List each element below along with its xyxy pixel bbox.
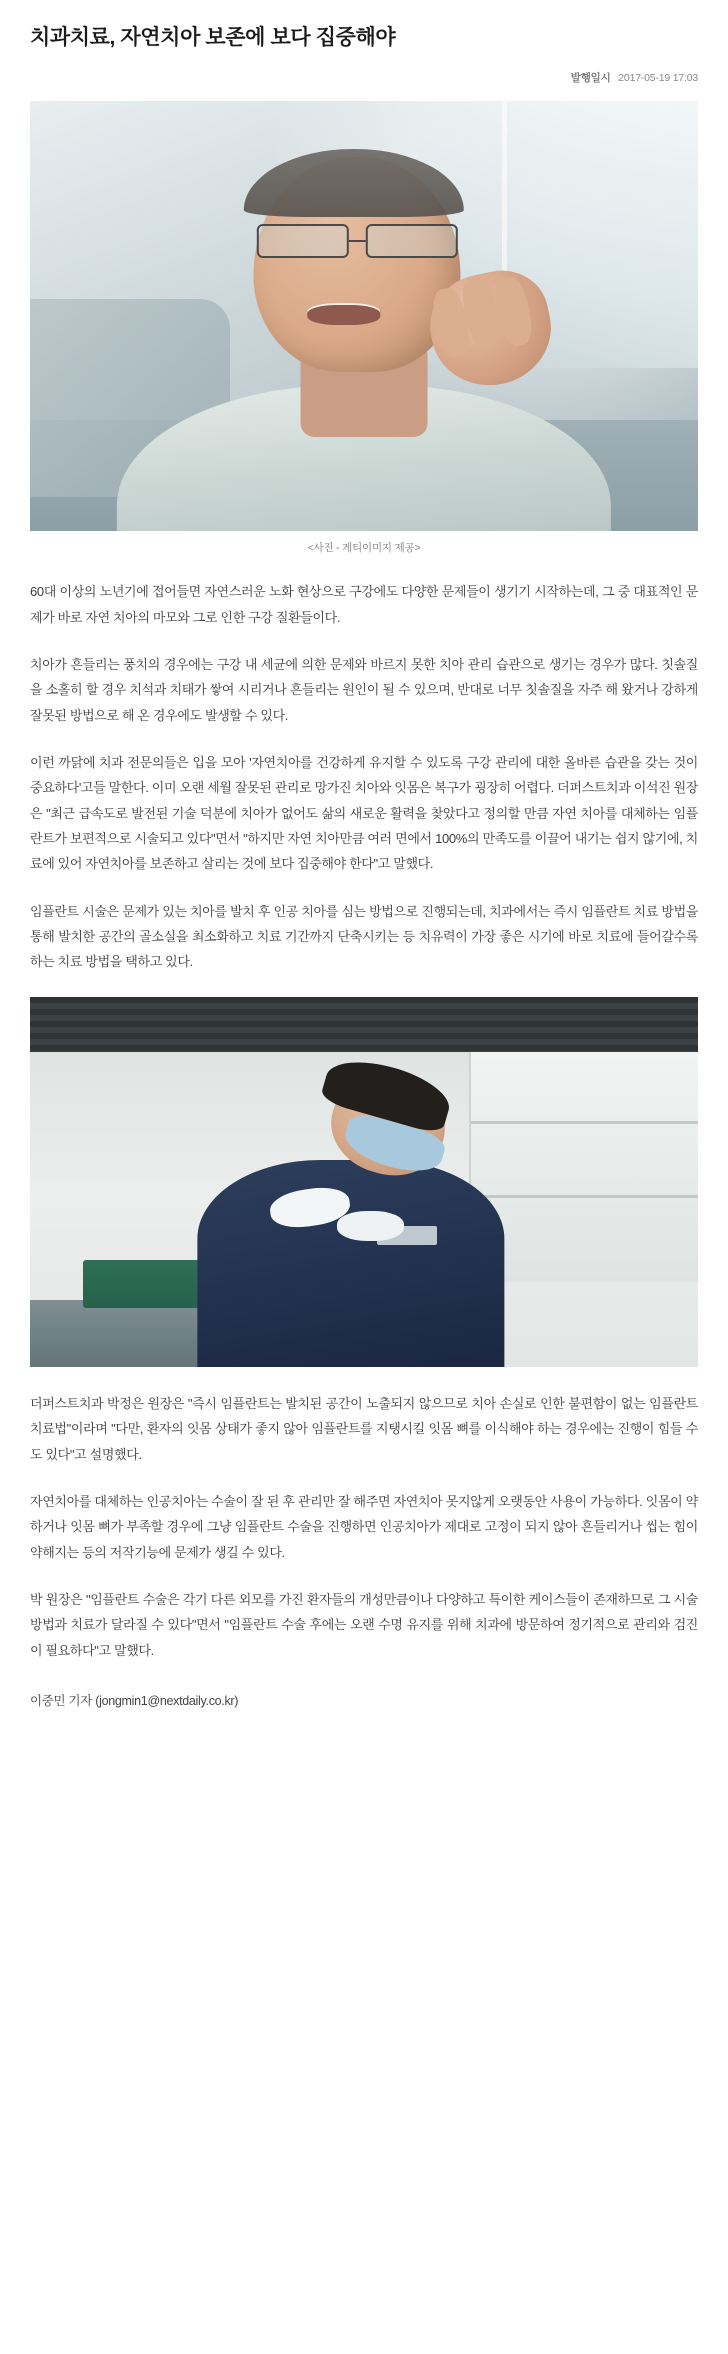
figure-2 — [30, 997, 698, 1367]
figure-1 — [30, 101, 698, 555]
reporter-name: 이중민 기자 — [30, 1693, 93, 1708]
photo1-glasses — [257, 226, 457, 256]
page-title: 치과치료, 자연치아 보존에 보다 집중해야 — [30, 26, 396, 49]
reporter-email[interactable]: (jongmin1@nextdaily.co.kr) — [95, 1693, 239, 1708]
publish-date-value: 2017-05-19 17:03 — [618, 72, 698, 85]
article-body-part-1 — [30, 579, 698, 974]
paragraph: 임플란트 시술은 문제가 있는 치아를 발치 후 인공 치아를 심는 방법으로 진행되는데, 치과에서는 즉시 임플란트 치료 방법을 통해 발치한 공간의 골소실을 최소화하고 치료 기간까지 단축시키는 등 치유력이 가장 좋은 시기에 바로 치료에 들어갈수록 하는 치료 방법을 택하고 있다. — [30, 903, 698, 970]
paragraph: 치아가 흔들리는 풍치의 경우에는 구강 내 세균에 의한 문제와 바르지 못한 치아 관리 습관으로 생기는 경우가 많다. 칫솔질을 소홀히 할 경우 치석과 치태가 쌓여 시리거나 흔들리는 원인이 될 수 있으며, 반대로 너무 칫솔질을 자주 해 왔거나 강하게 잘못된 방법으로 해 온 경우에도 발생할 수 있다. — [30, 657, 698, 723]
man-holding-jaw-photo — [30, 101, 698, 531]
photo2-dentist-body — [197, 1160, 504, 1367]
publish-meta — [30, 70, 698, 85]
paragraph: 60대 이상의 노년기에 접어들면 자연스러운 노화 현상으로 구강에도 다양한 문제들이 생기기 시작하는데, 그 중 대표적인 문제가 바로 자연 치아의 마모와 그로 인한 구강 질환들이다. — [30, 584, 698, 625]
paragraph: 자연치아를 대체하는 인공치아는 수술이 잘 된 후 관리만 잘 해주면 자연치아 못지않게 오랫동안 사용이 가능하다. 잇몸이 약하거나 잇몸 뼈가 부족할 경우에 그냥 임플란트 수술을 진행하면 인공치아가 제대로 고정이 되지 않아 흔들리거나 씹는 힘이 약해지는 등의 저작기능에 문제가 생길 수 있다. — [30, 1493, 698, 1560]
photo2-ceiling-blinds — [30, 997, 698, 1053]
photo1-glasses-right-lens — [365, 224, 457, 258]
photo2-cabinet-shelf — [471, 1121, 698, 1124]
figure-1-caption: <사진 - 게티이미지 제공> — [307, 542, 421, 555]
photo1-mouth — [307, 303, 380, 325]
photo2-glove-right — [337, 1211, 404, 1241]
paragraph: 이런 까닭에 치과 전문의들은 입을 모아 '자연치아를 건강하게 유지할 수 있도록 구강 관리에 대한 올바른 습관을 갖는 것이 중요하다'고들 말한다. 이미 오랜 세월 잘못된 관리로 망가진 치아와 잇몸은 복구가 굉장히 어렵다. 더퍼스트치과 이석진 원장은 "최근 급속도로 발전된 기술 덕분에 치아가 없어도 삶의 새로운 활력을 찾았다고 정의할 만큼 자연 치아를 대체하는 임플란트가 보편적으로 시술되고 있다"면서 "하지만 자연 치아만큼 여러 면에서 100%의 만족도를 이끌어 내기는 쉽지 않기에, 치료에 있어 자연치아를 보존하고 살리는 것에 보다 집중해야 한다"고 말했다. — [30, 755, 698, 872]
photo2-cabinet-shelf — [471, 1195, 698, 1198]
byline — [30, 1691, 698, 1709]
publish-date-label: 발행일시 — [570, 72, 611, 85]
article-body-part-2 — [30, 1391, 698, 1663]
paragraph: 더퍼스트치과 박정은 원장은 "즉시 임플란트는 발치된 공간이 노출되지 않으므로 치아 손실로 인한 불편함이 없는 임플란트 치료법"이라며 "다만, 환자의 잇몸 상태가 좋지 않아 임플란트를 지탱시킬 잇몸 뼈를 이식해야 하는 경우에는 진행이 힘들 수도 있다"고 설명했다. — [30, 1395, 698, 1462]
photo1-glasses-left-lens — [257, 224, 349, 258]
paragraph: 박 원장은 "임플란트 수술은 각기 다른 외모를 가진 환자들의 개성만큼이나 다양하고 특이한 케이스들이 존재하므로 그 시술 방법과 치료가 달라질 수 있다"면서 "임플란트 수술 후에는 오랜 수명 유지를 위해 치과에 방문하여 정기적으로 관리와 검진이 필요하다"고 말했다. — [30, 1591, 698, 1658]
dentist-treatment-photo — [30, 997, 698, 1367]
photo1-glasses-bridge — [349, 240, 365, 242]
